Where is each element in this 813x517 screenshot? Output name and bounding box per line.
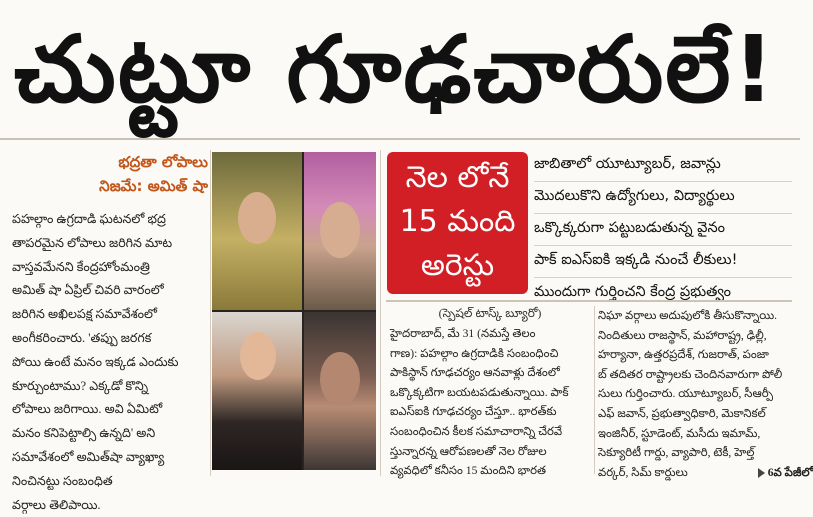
arrest-line-1: నెల లోనే <box>405 160 510 195</box>
photo-suspect-4 <box>304 312 376 470</box>
highlights-list <box>534 150 792 310</box>
center-line: పాకిస్థాన్ గూఢచర్యం ఆనవాళ్లు దేశంలో <box>390 366 560 380</box>
right-line: ఎఫ్ జవాన్, ప్రభుత్వాధికారి, మెకానికల్ <box>598 406 766 420</box>
center-line: సంబంధించిన కీలక సమాచారాన్ని చేరవే <box>390 424 563 438</box>
sub-kicker <box>84 150 208 198</box>
center-line: హైదరాబాద్, మే 31 (నమస్తే తెలం <box>390 327 536 340</box>
center-line: స్తున్నారన్న ఆరోపణలతో నెల రోజుల <box>390 444 547 458</box>
left-line: వర్గాలు తెలిపాయి. <box>12 497 101 512</box>
left-line: తాపరమైన లోపాలు జరిగిన మాట <box>12 235 173 250</box>
left-line: అంగీకరించారు. 'తప్పు జరగక <box>12 330 152 345</box>
arrest-box <box>387 152 528 294</box>
photo-grid <box>212 152 376 470</box>
continued-arrow-icon <box>758 468 765 478</box>
highlight-item: జాబితాలో యూట్యూబర్, జవాన్లు <box>534 150 792 182</box>
highlight-item: ఒక్కొక్కరుగా పట్టుబడుతున్న వైనం <box>534 214 792 246</box>
left-line: కూర్చుంటాము? ఎక్కడో కొన్ని <box>12 378 149 393</box>
left-line: జరిగిన అఖిలపక్ష సమావేశంలో <box>12 307 157 322</box>
photo-suspect-3 <box>212 312 302 470</box>
arrest-line-3: అరెస్టు <box>420 248 495 283</box>
left-line: సమావేశంలో అమిత్‌షా వ్యాఖ్యా <box>12 449 165 464</box>
photo-suspect-2 <box>304 152 376 310</box>
right-column <box>598 306 813 482</box>
right-line: హర్యానా, ఉత్తరప్రదేశ్, గుజరాత్, పంజా <box>598 348 769 362</box>
right-last-line <box>598 463 813 483</box>
photo-suspect-1 <box>212 152 302 310</box>
column-separator <box>210 150 211 476</box>
highlight-item: ముందుగా గుర్తించని కేంద్ర ప్రభుత్వం <box>534 284 732 300</box>
column-separator <box>380 150 381 476</box>
arrest-line-2: 15 మంది <box>399 204 516 239</box>
right-line: నిఘా వర్గాలు అదుపులోకి తీసుకొన్నాయి. <box>598 309 778 322</box>
center-line: గాణ): పహల్గాం ఉగ్రదాడికి సంబంధించి <box>390 346 559 360</box>
center-line: ఐఎస్‌ఐకి గూఢచర్యం చేస్తూ.. భారత్‌కు <box>390 405 557 419</box>
headline-rule <box>0 138 800 140</box>
left-line: లోపాలు జరిగాయి. అవి ఏమిటో <box>12 402 163 417</box>
highlight-item: మొదలుకొని ఉద్యోగులు, విద్యార్థులు <box>534 182 792 214</box>
center-column <box>390 324 592 481</box>
right-line: సెక్యూరిటీ గార్డు, వ్యాపారి, టెకీ, హెల్త్ <box>598 446 755 460</box>
left-line: పహల్గాం ఉగ్రదాడి ఘటనలో భద్ర <box>12 212 166 226</box>
right-line: ఇంజినీర్, స్టూడెంట్, మసీదు ఇమామ్, <box>598 426 761 440</box>
left-line: అమిత్ షా ఏప్రిల్ చివరి వారంలో <box>12 283 164 298</box>
dateline: (స్పెషల్ టాస్క్ బ్యూరో) <box>438 306 542 320</box>
left-column <box>12 208 208 517</box>
right-line: సులు గుర్తించారు. యూట్యూబర్, సీఆర్పీ <box>598 387 774 401</box>
right-line: నిందితులు రాజస్థాన్, మహారాష్ట్ర, ఢిల్లీ, <box>598 328 767 342</box>
section-rule <box>386 300 792 302</box>
continued-label: 6వ పేజీలో <box>767 465 813 479</box>
sub-kicker-line-2: నిజమే: అమిత్ షా <box>99 177 208 195</box>
center-line: ఒక్కొక్కటిగా బయటపడుతున్నాయి. పాక్ <box>390 385 569 399</box>
column-separator <box>594 306 595 474</box>
left-line: మనం కనిపెట్టాల్సి ఉన్నది' అని <box>12 426 156 441</box>
left-line: వాస్తవమేనని కేంద్రహోంమంత్రి <box>12 259 150 274</box>
center-line: వ్యవధిలో కనీసం 15 మందిని భారత <box>390 464 546 478</box>
left-line: పోయి ఉంటే మనం ఇక్కడ ఎందుకు <box>12 354 179 369</box>
left-line: నించినట్టు సంబంధిత <box>12 473 113 488</box>
right-last-text: వర్కర్, సిమ్ కార్డులు <box>598 465 688 479</box>
highlight-item: పాక్ ఐఎస్‌ఐకి ఇక్కడి నుంచే లీకులు! <box>534 246 792 278</box>
page-headline: చుట్టూ గూఢచారులే! <box>14 16 777 123</box>
right-line: బ్ తదితర రాష్ట్రాలకు చెందినవారుగా పోలీ <box>598 367 783 381</box>
sub-kicker-line-1: భద్రతా లోపాలు <box>118 153 208 171</box>
